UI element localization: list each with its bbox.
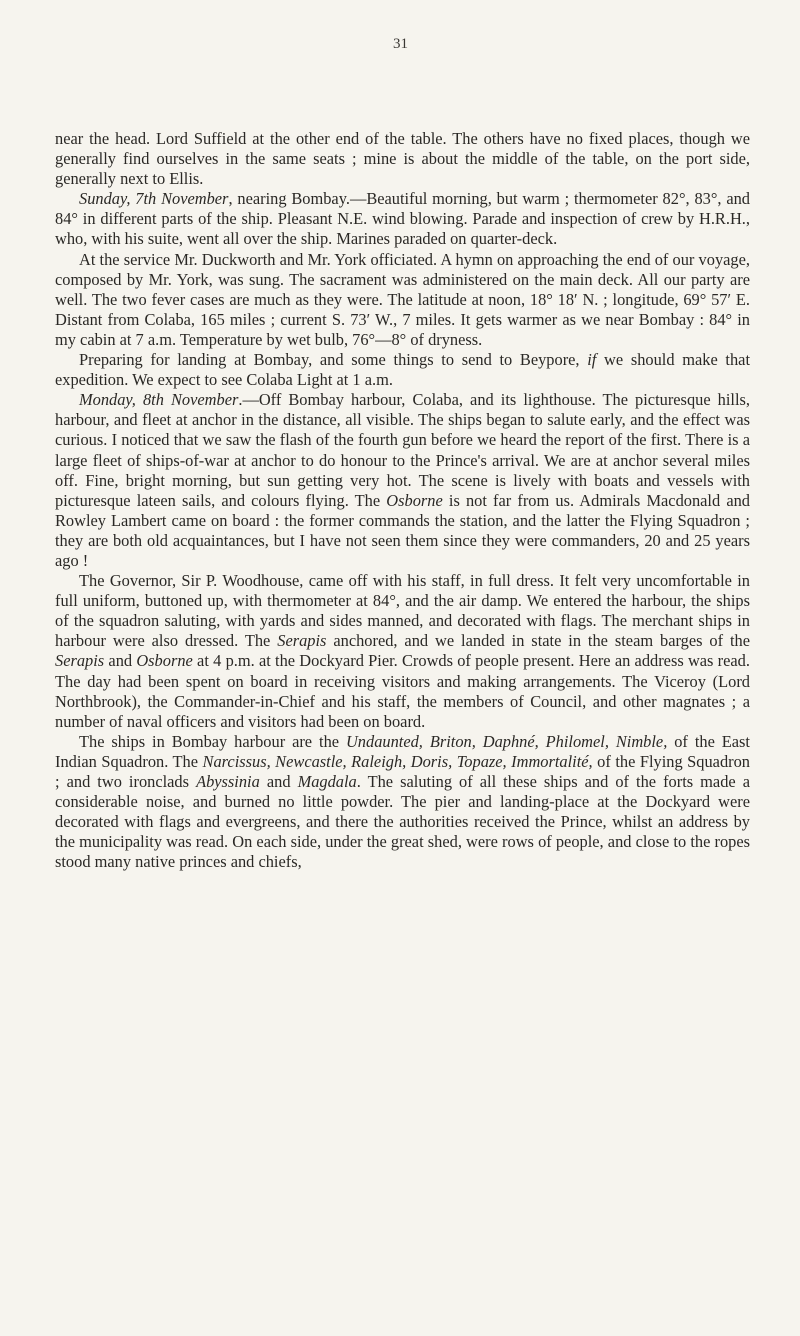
italic-text-run: Serapis <box>55 651 105 671</box>
italic-text-run: Abyssinia <box>196 772 260 791</box>
text-run: , nearing Bombay.—Beautiful morning, but warm ; thermometer 82°, 83°, and 84° in different parts of the ship. Pleasant N.E. wind blowing. Parade and inspection of crew by H.R.H., who, with his suite, went all over the ship. Marines paraded on quarter-deck. <box>55 189 750 249</box>
italic-text-run: if <box>587 350 597 370</box>
paragraph <box>55 129 750 189</box>
body-text <box>55 129 750 872</box>
italic-text-run: Narcissus, Newcastle, Raleigh, Doris, Topaze, Immortalité, <box>202 751 593 771</box>
paragraph <box>55 571 750 732</box>
paragraph <box>55 732 750 873</box>
text-run: we should make that expedition. We expect to see Colaba Light at 1 a.m. <box>55 350 750 390</box>
italic-text-run: Magdala <box>297 772 357 791</box>
paragraph <box>55 189 750 249</box>
text-run: The Governor, Sir P. Woodhouse, came off with his staff, in full dress. It felt very uncomfortable in full uniform, buttoned up, with thermometer at 84°, and the air damp. We entered the harbour, the ships of the squadron saluting, with yards and sides manned, and decorated with flags. The merchant ships in harbour were also dressed. The <box>55 571 750 651</box>
italic-text-run: Monday, 8th November <box>79 390 239 410</box>
italic-text-run: Osborne <box>136 651 193 671</box>
italic-text-run: Osborne <box>386 490 443 510</box>
paragraph <box>55 390 750 571</box>
paragraph <box>55 250 750 350</box>
text-run: and <box>104 651 137 671</box>
text-run: The ships in Bombay harbour are the <box>79 731 346 751</box>
page-number: 31 <box>393 36 408 52</box>
italic-text-run: Sunday, 7th November <box>79 189 229 209</box>
text-run: of the Flying Squadron ; and two ironclads <box>55 751 751 791</box>
text-run: Preparing for landing at Bombay, and some things to send to Beypore, <box>79 350 588 370</box>
text-run: . The saluting of all these ships and of the forts made a considerable noise, and burned no little powder. The pier and landing-place at the Dockyard were decorated with flags and evergreens, and there the authorities received the Prince, whilst an address by the municipality was read. On each side, under the great shed, were rows of people, and close to the ropes stood many native princes and chiefs, <box>55 772 750 872</box>
text-run: .—Off Bombay harbour, Colaba, and its lighthouse. The picturesque hills, harbour, and fleet at anchor in the distance, all visible. The ships began to salute early, and the effect was curious. I noticed that we saw the flash of the fourth gun before we heard the report of the first. There is a large fleet of ships-of-war at anchor to do honour to the Prince's arrival. We are at anchor several miles off. Fine, bright morning, but sun getting very hot. The scene is lively with boats and vessels with picturesque lateen sails, and colours flying. The <box>55 390 751 510</box>
paragraph <box>55 350 750 390</box>
text-run: at 4 p.m. at the Dockyard Pier. Crowds of people present. Here an address was read. The day had been spent on board in receiving visitors and making arrangements. The Viceroy (Lord Northbrook), the Commander-in-Chief and his staff, the members of Council, and other magnates ; a number of naval officers and visitors had been on board. <box>55 651 750 731</box>
italic-text-run: Undaunted, Briton, Daphné, Philomel, Nimble, <box>345 731 668 751</box>
text-run: of the East Indian Squadron. The <box>55 731 750 771</box>
text-run: and <box>259 772 298 791</box>
text-run: near the head. Lord Suffield at the other end of the table. The others have no fixed places, though we generally find ourselves in the same seats ; mine is about the middle of the table, on the port side, generally next to Ellis. <box>55 129 750 189</box>
text-run: is not far from us. Admirals Macdonald and Rowley Lambert came on board : the former commands the station, and the latter the Flying Squadron ; they are both old acquaintances, but I have not seen them since they were commanders, 20 and 25 years ago ! <box>55 490 750 570</box>
text-run: At the service Mr. Duckworth and Mr. York officiated. A hymn on approaching the end of our voyage, composed by Mr. York, was sung. The sacrament was administered on the main deck. All our party are well. The two fever cases are much as they were. The latitude at noon, 18° 18′ N. ; longitude, 69° 57′ E. Distant from Colaba, 165 miles ; current S. 73′ W., 7 miles. It gets warmer as we near Bombay : 84° in my cabin at 7 a.m. Temperature by wet bulb, 76°—8° of dryness. <box>55 249 750 349</box>
italic-text-run: Serapis <box>277 631 327 651</box>
text-run: anchored, and we landed in state in the steam barges of the <box>326 631 751 651</box>
